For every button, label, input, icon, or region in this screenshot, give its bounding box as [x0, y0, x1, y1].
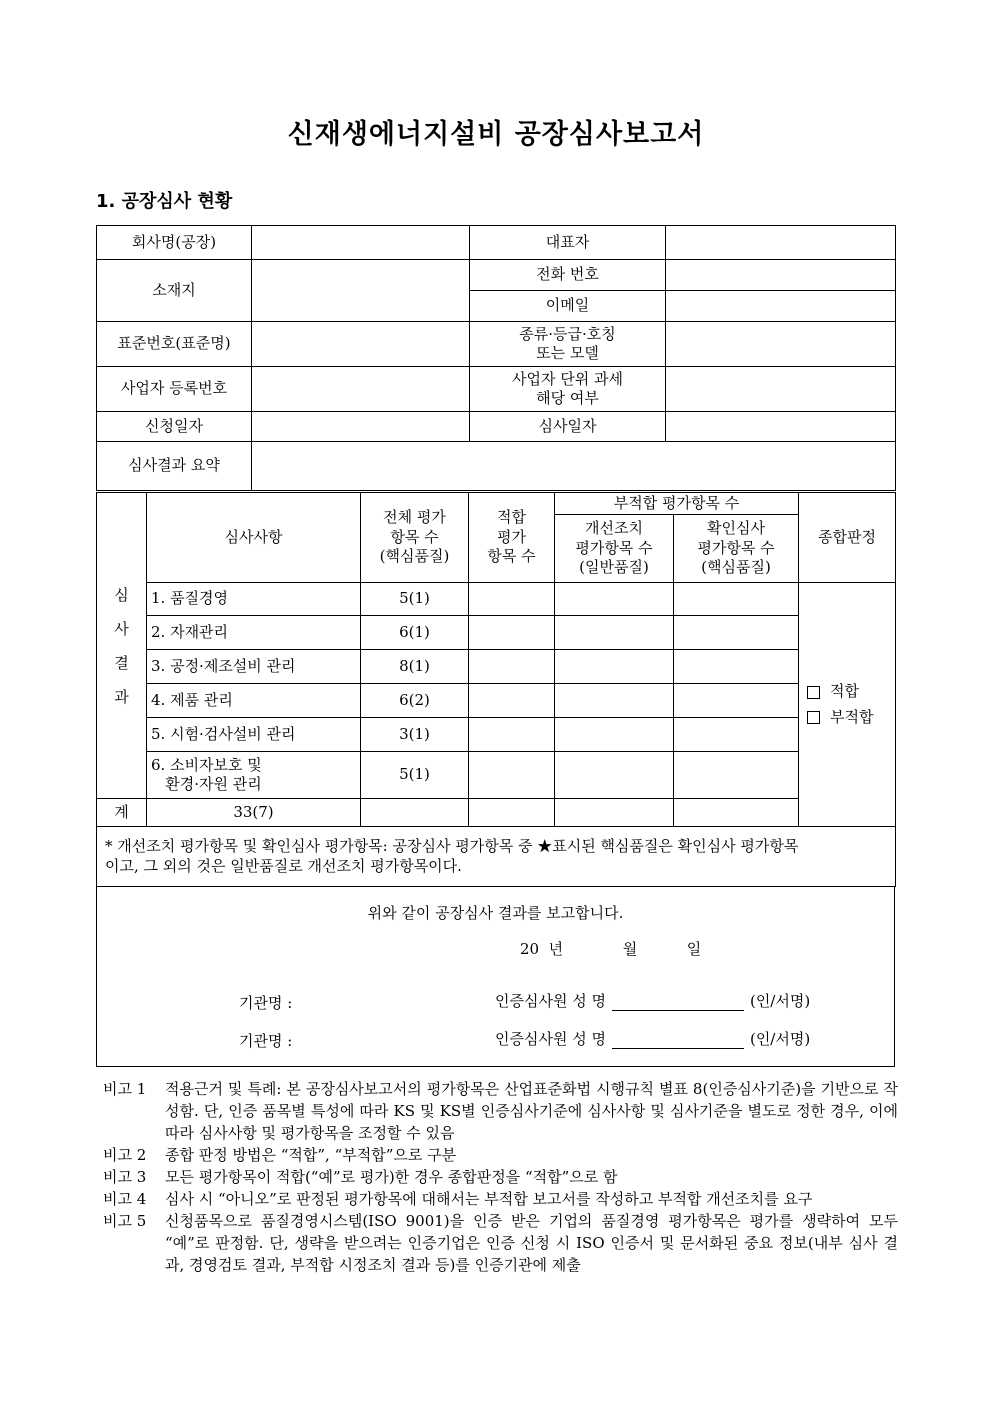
signature-line[interactable]: [612, 1034, 744, 1049]
verdict-fail-option[interactable]: 부적합: [807, 708, 891, 728]
row-total: 6(2): [361, 684, 469, 718]
company-field[interactable]: [252, 226, 470, 260]
row-confirm-cell[interactable]: [674, 650, 799, 684]
summary-field[interactable]: [252, 442, 896, 491]
audit-date-field[interactable]: [666, 412, 896, 442]
remark-item: 비고 2 종합 판정 방법은 “적합”, “부적합”으로 구분: [103, 1146, 457, 1164]
location-field[interactable]: [252, 260, 470, 322]
confirm-header: 확인심사 평가항목 수 (핵심품질): [674, 515, 799, 583]
report-block: [96, 886, 895, 1067]
row-pass-cell[interactable]: [469, 684, 555, 718]
remarks: [103, 1078, 898, 1276]
row-corrective-cell[interactable]: [555, 684, 674, 718]
apply-date-field[interactable]: [252, 412, 470, 442]
page-title: 신재생에너지설비 공장심사보고서: [287, 119, 705, 150]
item-header: 심사사항: [147, 493, 361, 583]
model-label: 종류·등급·호칭 또는 모델: [470, 322, 666, 367]
row-corrective-cell[interactable]: [555, 616, 674, 650]
results-table: [96, 492, 896, 887]
row-item: 5. 시험·검사설비 관리: [147, 718, 361, 752]
audit-date-label: 심사일자: [470, 412, 666, 442]
checkbox-icon[interactable]: [807, 686, 820, 699]
row-confirm-cell[interactable]: [674, 718, 799, 752]
sum-confirm-cell[interactable]: [555, 799, 674, 827]
row-total: 5(1): [361, 752, 469, 799]
pass-header: 적합 평가 항목 수: [469, 493, 555, 583]
row-corrective-cell[interactable]: [555, 650, 674, 684]
row-item: 1. 품질경영: [147, 583, 361, 616]
phone-label: 전화 번호: [470, 260, 666, 291]
auditor-sign-1: 인증심사원 성 명 (인/서명): [495, 992, 811, 1010]
results-note: * 개선조치 평가항목 및 확인심사 평가항목: 공장심사 평가항목 중 ★표시된 핵심품질은 확인심사 평가항목 이고, 그 외의 것은 일반품질로 개선조치 평가항목이다.: [97, 827, 896, 887]
verdict-pass-option[interactable]: 적합: [807, 682, 891, 702]
signature-line[interactable]: [612, 996, 744, 1011]
row-pass-cell[interactable]: [469, 752, 555, 799]
remark-item: 비고 5 신청품목으로 품질경영시스템(ISO 9001)을 인증 받은 기업의 품질경영 평가항목은 평가를 생략하여 모두 “예”로 판정함. 단, 생략을 받으려는 인증기업은 인증 신청 시 ISO 인증서 및 문서화된 중요 정보(내부 심사 결과, 경영검토 결과, 부적합 시정조치 결과 등)를 인증기관에 제출: [103, 1212, 898, 1274]
org-label-1: 기관명 :: [239, 994, 293, 1012]
remark-item: 비고 4 심사 시 “아니오”로 판정된 평가항목에 대해서는 부적합 보고서를 작성하고 부적합 개선조치를 요구: [103, 1190, 813, 1208]
row-confirm-cell[interactable]: [674, 684, 799, 718]
phone-field[interactable]: [666, 260, 896, 291]
org-label-2: 기관명 :: [239, 1032, 293, 1050]
row-pass-cell[interactable]: [469, 650, 555, 684]
row-total: 8(1): [361, 650, 469, 684]
section-heading: 1. 공장심사 현황: [96, 191, 233, 212]
standard-field[interactable]: [252, 322, 470, 367]
row-item: 4. 제품 관리: [147, 684, 361, 718]
row-pass-cell[interactable]: [469, 718, 555, 752]
summary-label: 심사결과 요약: [97, 442, 252, 491]
sum-corrective-cell[interactable]: [469, 799, 555, 827]
row-corrective-cell[interactable]: [555, 752, 674, 799]
total-header: 전체 평가 항목 수 (핵심품질): [361, 493, 469, 583]
row-pass-cell[interactable]: [469, 616, 555, 650]
info-table: [96, 225, 896, 491]
remark-item: 비고 1 적용근거 및 특례: 본 공장심사보고서의 평가항목은 산업표준화법 시행규칙 별표 8(인증심사기준)을 기반으로 작성함. 단, 인증 품목별 특성에 따라 KS 및 KS별 인증심사기준에 심사사항 및 심사기준을 별도로 정한 경우, 이에 따라 심사사항 및 평가항목을 조정할 수 있음: [103, 1080, 898, 1142]
unit-tax-field[interactable]: [666, 367, 896, 412]
row-corrective-cell[interactable]: [555, 718, 674, 752]
overall-verdict-cell: [799, 583, 896, 827]
location-label: 소재지: [97, 260, 252, 322]
row-total: 3(1): [361, 718, 469, 752]
sum-pass-cell[interactable]: [361, 799, 469, 827]
fail-group-header: 부적합 평가항목 수: [555, 493, 799, 515]
checkbox-icon[interactable]: [807, 711, 820, 724]
row-total: 6(1): [361, 616, 469, 650]
row-confirm-cell[interactable]: [674, 616, 799, 650]
row-confirm-cell[interactable]: [674, 752, 799, 799]
auditor-sign-2: 인증심사원 성 명 (인/서명): [495, 1030, 811, 1048]
report-date: 20 년 월 일: [520, 940, 702, 958]
report-statement: 위와 같이 공장심사 결과를 보고합니다.: [367, 904, 624, 922]
row-corrective-cell[interactable]: [555, 583, 674, 616]
row-confirm-cell[interactable]: [674, 583, 799, 616]
bizno-label: 사업자 등록번호: [97, 367, 252, 412]
unit-tax-label: 사업자 단위 과세 해당 여부: [470, 367, 666, 412]
sum-label: 계: [97, 799, 147, 827]
corrective-header: 개선조치 평가항목 수 (일반품질): [555, 515, 674, 583]
apply-date-label: 신청일자: [97, 412, 252, 442]
row-item: 3. 공정·제조설비 관리: [147, 650, 361, 684]
standard-label: 표준번호(표준명): [97, 322, 252, 367]
overall-header: 종합판정: [799, 493, 896, 583]
bizno-field[interactable]: [252, 367, 470, 412]
row-item: 2. 자재관리: [147, 616, 361, 650]
row-pass-cell[interactable]: [469, 583, 555, 616]
results-side-label: 심 사 결 과: [97, 493, 147, 799]
ceo-field[interactable]: [666, 226, 896, 260]
row-item: 6. 소비자보호 및 환경·자원 관리: [147, 752, 361, 799]
remark-item: 비고 3 모든 평가항목이 적합(“예”로 평가)한 경우 종합판정을 “적합”으로 함: [103, 1168, 618, 1186]
email-label: 이메일: [470, 291, 666, 322]
company-label: 회사명(공장): [97, 226, 252, 260]
model-field[interactable]: [666, 322, 896, 367]
ceo-label: 대표자: [470, 226, 666, 260]
email-field[interactable]: [666, 291, 896, 322]
row-total: 5(1): [361, 583, 469, 616]
sum-total: 33(7): [147, 799, 361, 827]
